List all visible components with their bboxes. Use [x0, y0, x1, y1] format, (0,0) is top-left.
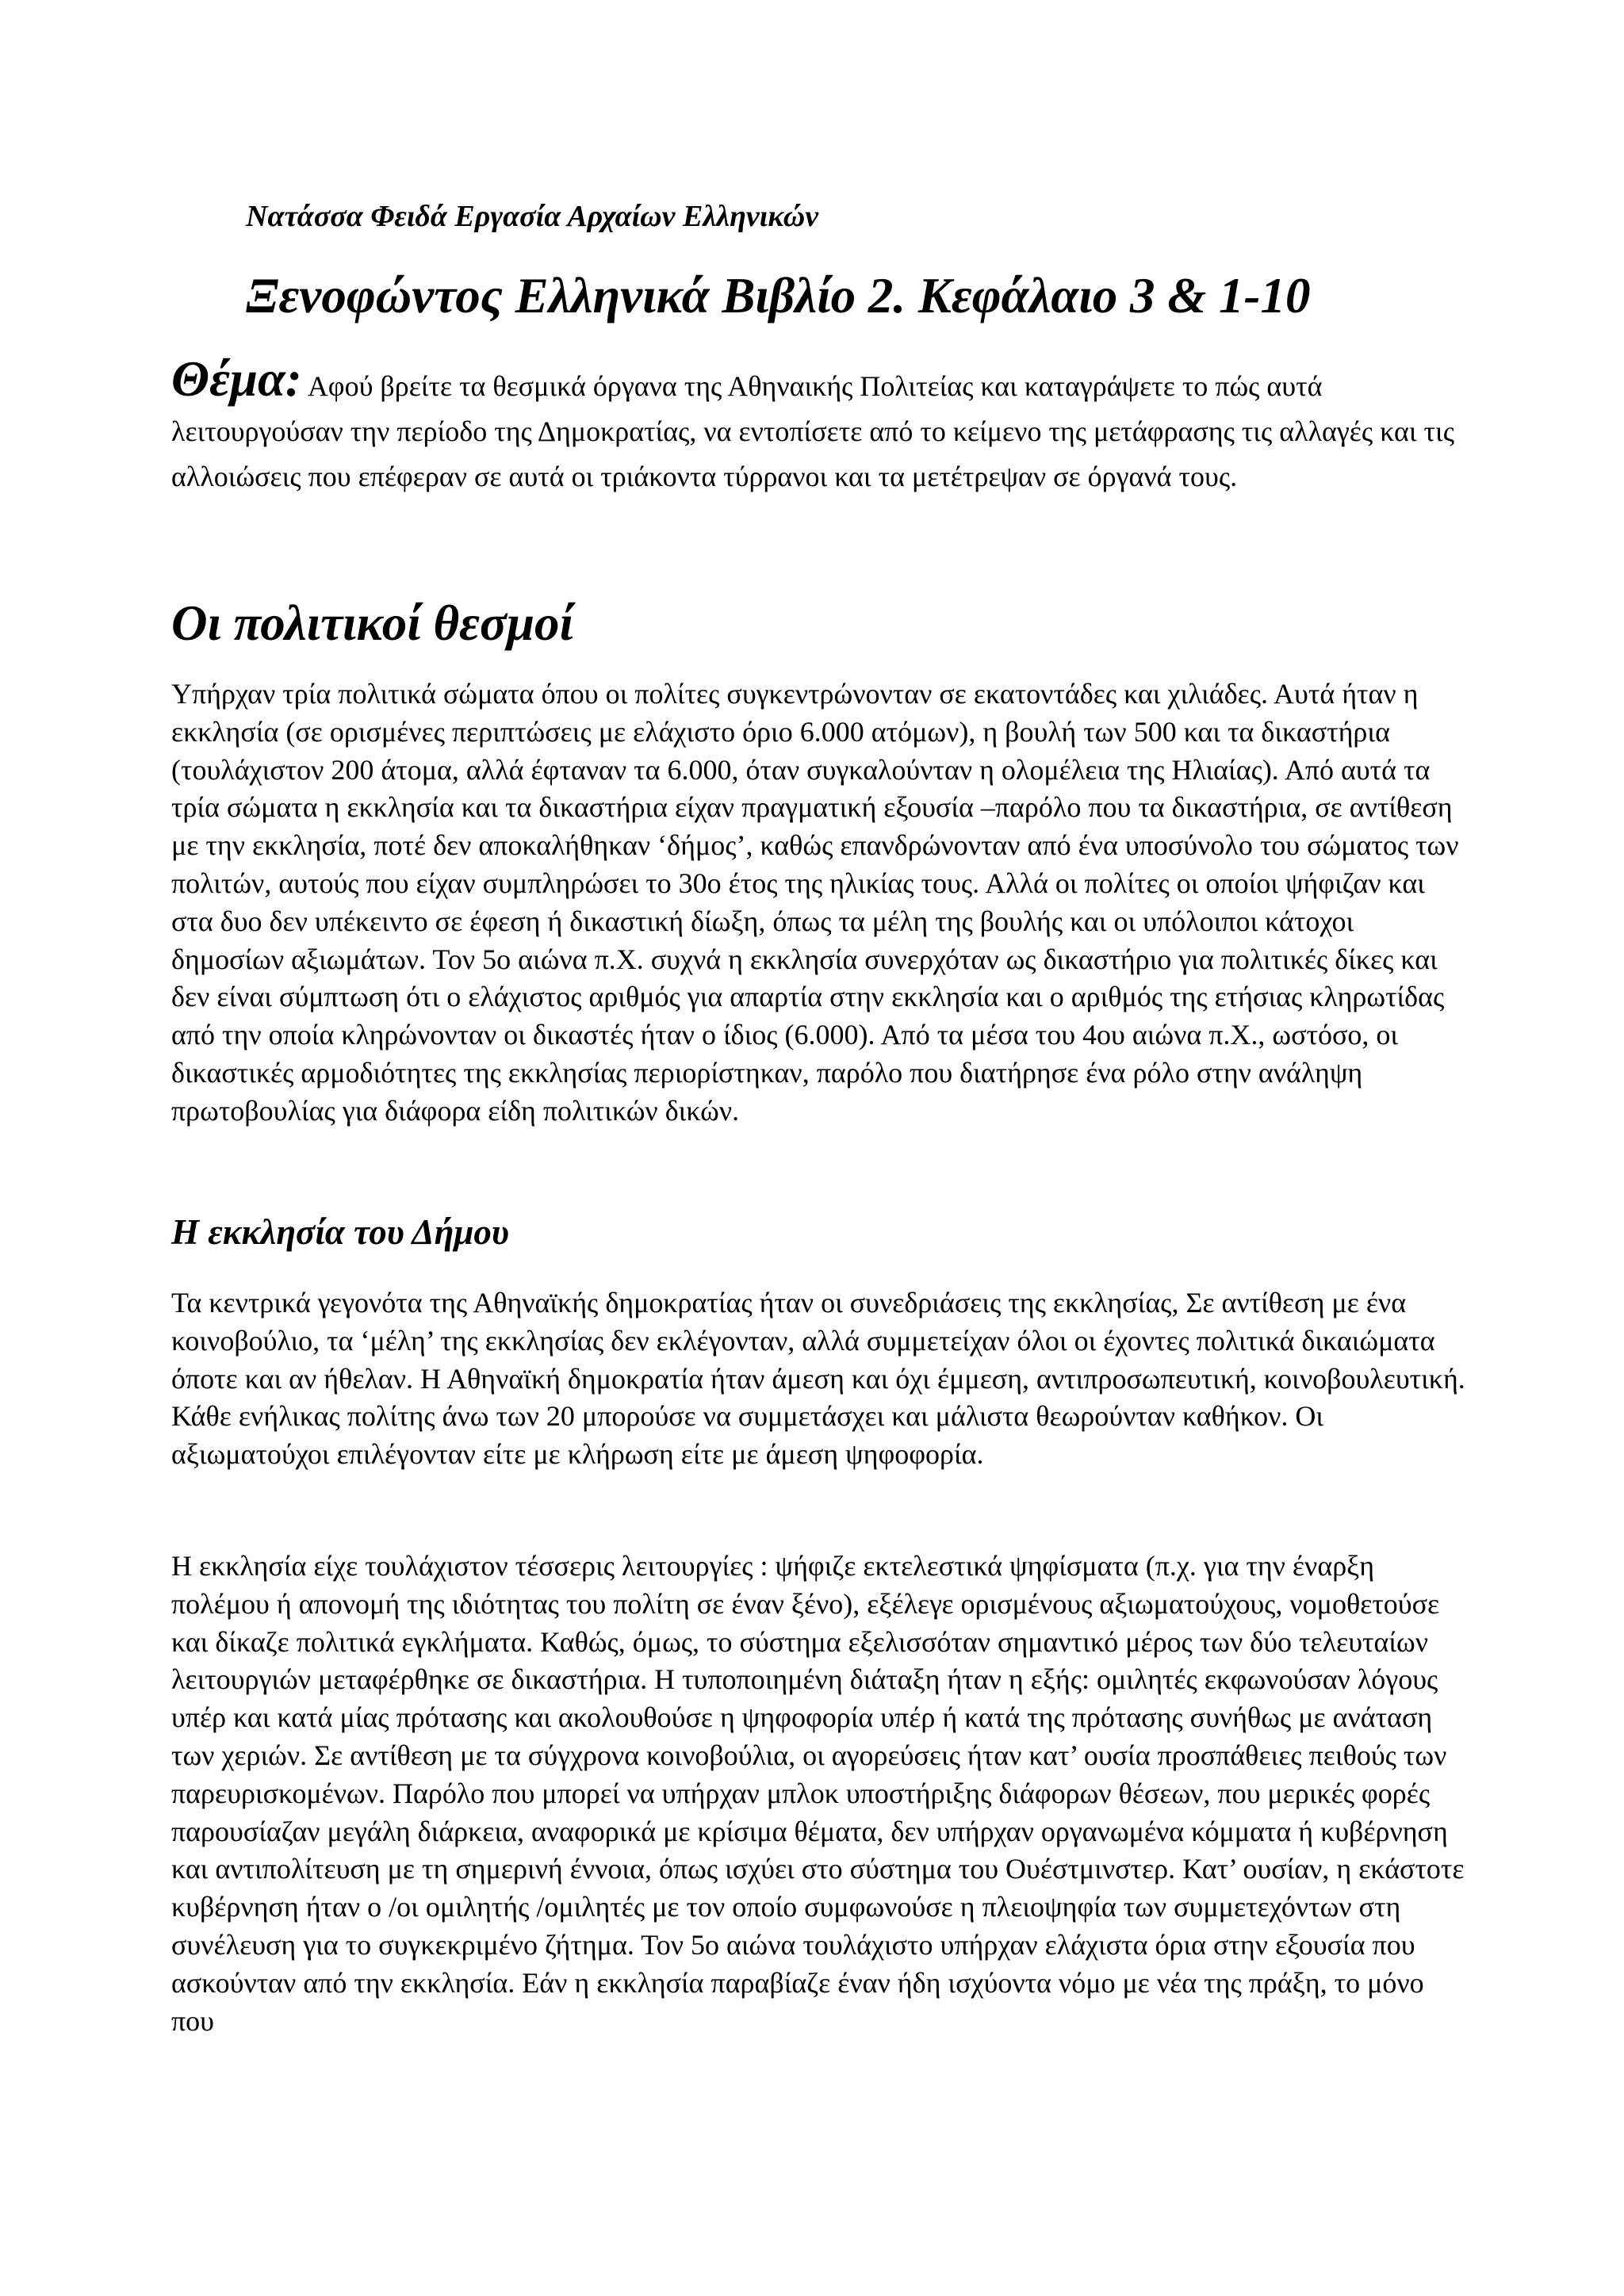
section-heading: Οι πολιτικοί θεσμοί: [171, 595, 574, 651]
paragraph-assembly-functions: Η εκκλησία είχε τουλάχιστον τέσσερις λειτουργίες : ψήφιζε εκτελεστικά ψηφίσματα (π.χ. για την έναρξη πολέμου ή απονομή της ιδιότητας του πολίτη σε έναν ξένο), εξέλεγε ορισμένους αξιωματούχους, νομοθετούσε και δίκαζε πολιτικά εγκλήματα. Καθώς, όμως, το σύστημα εξελισσόταν σημαντικό μέρος των δύο τελευταίων λειτουργιών μεταφέρθηκε σε δικαστήρια. Η τυποποιημένη διάταξη ήταν η εξής: ομιλητές εκφωνούσαν λόγους υπέρ και κατά μίας πρότασης και ακολουθούσε η ψηφοφορία υπέρ ή κατά της πρότασης συνήθως με ανάταση των χεριών. Σε αντίθεση με τα σύγχρονα κοινοβούλια, οι αγορεύσεις ήταν κατ’ ουσία προσπάθειες πειθούς των παρευρισκομένων. Παρόλο που μπορεί να υπήρχαν μπλοκ υποστήριξης διάφορων θέσεων, που μερικές φορές παρουσίαζαν μεγάλη διάρκεια, αναφορικά με κρίσιμα θέματα, δεν υπήρχαν οργανωμένα κόμματα ή κυβέρνηση και αντιπολίτευση με τη σημερινή έννοια, όπως ισχύει στο σύστημα του Ουέστμινστερ. Κατ’ ουσίαν, η εκάστοτε κυβέρνηση ήταν ο /οι ομιλητής /ομιλητές με τον οποίο συμφωνούσε η πλειοψηφία των συμμετεχόντων στη συνέλευση για το συγκεκριμένο ζήτημα. Τον 5ο αιώνα τουλάχιστο υπήρχαν ελάχιστα όρια στην εξουσία που ασκούνταν από την εκκλησία. Εάν η εκκλησία παραβίαζε έναν ήδη ισχύοντα νόμο με νέα της πράξη, το μόνο που: [171, 1550, 1465, 2037]
document-title: Ξενοφώντος Ελληνικά Βιβλίο 2. Κεφάλαιο 3 & 1-10: [246, 268, 1311, 323]
topic-label: Θέμα:: [171, 351, 302, 407]
author-line: Νατάσσα Φειδά Εργασία Αρχαίων Ελληνικών: [246, 200, 819, 233]
paragraph-political-institutions: Υπήρχαν τρία πολιτικά σώματα όπου οι πολίτες συγκεντρώνονταν σε εκατοντάδες και χιλιάδες. Αυτά ήταν η εκκλησία (σε ορισμένες περιπτώσεις με ελάχιστο όριο 6.000 ατόμων), η βουλή των 500 και τα δικαστήρια (τουλάχιστον 200 άτομα, αλλά έφταναν τα 6.000, όταν συγκαλούνταν η ολομέλεια της Ηλιαίας). Από αυτά τα τρία σώματα η εκκλησία και τα δικαστήρια είχαν πραγματική εξουσία –παρόλο που τα δικαστήρια, σε αντίθεση με την εκκλησία, ποτέ δεν αποκαλήθηκαν ‘δήμος’, καθώς επανδρώνονταν από ένα υποσύνολο του σώματος των πολιτών, αυτούς που είχαν συμπληρώσει το 30ο έτος της ηλικίας τους. Αλλά οι πολίτες οι οποίοι ψήφιζαν και στα δυο δεν υπέκειντο σε έφεση ή δικαστική δίωξη, όπως τα μέλη της βουλής και οι υπόλοιποι κάτοχοι δημοσίων αξιωμάτων. Τον 5ο αιώνα π.Χ. συχνά η εκκλησία συνερχόταν ως δικαστήριο για πολιτικές δίκες και δεν είναι σύμπτωση ότι ο ελάχιστος αριθμός για απαρτία στην εκκλησία και ο αριθμός της ετήσιας κληρωτίδας από την οποία κληρώνονταν οι δικαστές ήταν ο ίδιος (6.000). Από τα μέσα του 4ου αιώνα π.Χ., ωστόσο, οι δικαστικές αρμοδιότητες της εκκλησίας περιορίστηκαν, παρόλο που διατήρησε ένα ρόλο στην ανάληψη πρωτοβουλίας για διάφορα είδη πολιτικών δικών.: [171, 678, 1459, 1127]
topic-text: Αφού βρείτε τα θεσμικά όργανα της Αθηναικής Πολιτείας και καταγράψετε το πώς αυτά λειτουργούσαν την περίοδο της Δημοκρατίας, να εντοπίσετε από το κείμενο της μετάφρασης τις αλλαγές και τις αλλοιώσεις που επέφεραν σε αυτά οι τριάκοντα τύρρανοι και τα μετέτρεψαν σε όργανά τους.: [171, 370, 1454, 492]
sub-heading: Η εκκλησία του Δήμου: [171, 1212, 509, 1252]
paragraph-assembly-intro: Τα κεντρικά γεγονότα της Αθηναϊκής δημοκρατίας ήταν οι συνεδριάσεις της εκκλησίας, Σε αντίθεση με ένα κοινοβούλιο, τα ‘μέλη’ της εκκλησίας δεν εκλέγονταν, αλλά συμμετείχαν όλοι οι έχοντες πολιτικά δικαιώματα όποτε και αν ήθελαν. Η Αθηναϊκή δημοκρατία ήταν άμεση και όχι έμμεση, αντιπροσωπευτική, κοινοβουλευτική. Κάθε ενήλικας πολίτης άνω των 20 μπορούσε να συμμετάσχει και μάλιστα θεωρούνταν καθήκον. Οι αξιωματούχοι επιλέγονταν είτε με κλήρωση είτε με άμεση ψηφοφορία.: [171, 1287, 1465, 1471]
topic-paragraph: [171, 351, 1465, 499]
